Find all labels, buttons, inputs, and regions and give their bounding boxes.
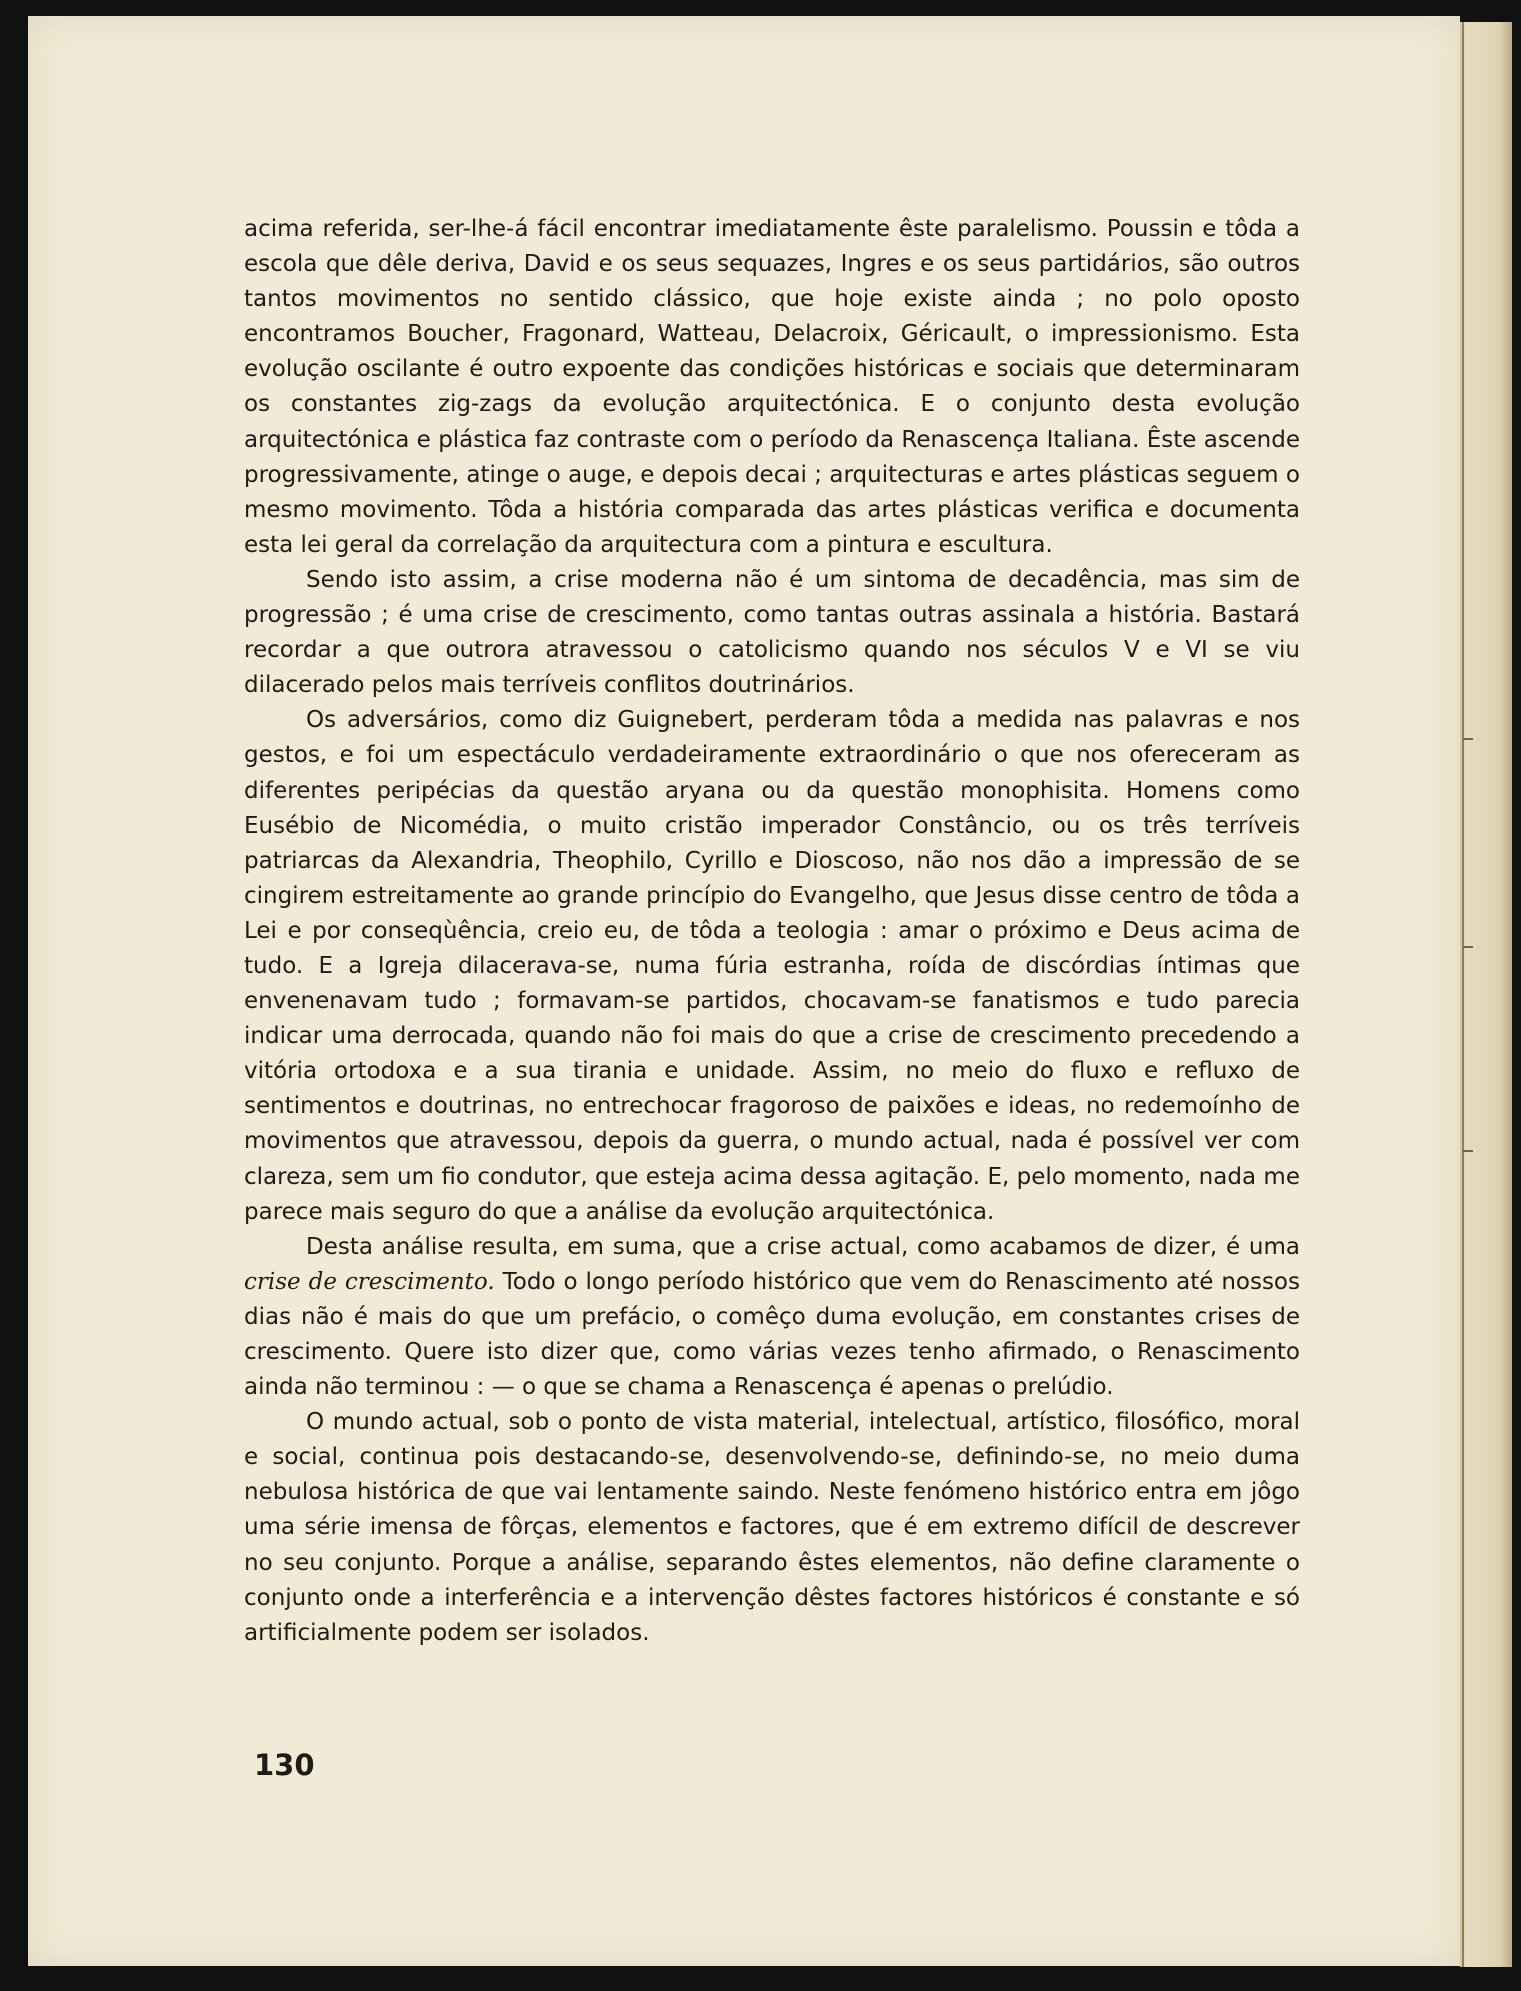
margin-mark [1463, 946, 1473, 948]
paragraph-text: Desta análise resulta, em suma, que a crise actual, como acabamos de dizer, é uma [306, 1233, 1300, 1260]
paragraph: O mundo actual, sob o ponto de vista material, intelectual, artístico, filosófico, moral e social, continua pois destacando-se, desenvolvendo-se, definindo-se, no meio duma nebulosa histórica de que vai lentamente saindo. Neste fenómeno histórico entra em jôgo uma série imensa de fôrças, elementos e factores, que é em extremo difícil de descrever no seu conjunto. Porque a análise, separando êstes elementos, não define claramente o conjunto onde a interferência e a intervenção dêstes factores históricos é constante e só artificialmente podem ser isolados. [244, 1409, 1300, 1646]
margin-mark [1463, 1150, 1473, 1152]
body-text [244, 212, 1300, 1651]
page-edge-line [1462, 22, 1464, 1967]
margin-mark [1463, 738, 1473, 740]
paragraph-text: Todo o longo período histórico que vem do Renascimento até nossos dias não é mais do que um prefácio, o comêço duma evolução, em constantes crises de crescimento. Quere isto dizer que, como várias vezes tenho afirmado, o Renascimento ainda não terminou : — o que se chama a Renascença é apenas o prelúdio. [244, 1268, 1300, 1401]
page-number: 130 [254, 1748, 315, 1782]
page-edge [1460, 22, 1512, 1967]
paragraph: Sendo isto assim, a crise moderna não é um sintoma de decadência, mas sim de progressão ; é uma crise de crescimento, como tantas outras assinala a história. Bastará recordar a que outrora atravessou o catolicismo quando nos séculos V e VI se viu dilacerado pelos mais terríveis conflitos doutrinários. [244, 566, 1300, 699]
paragraph [244, 1230, 1300, 1405]
paragraph: acima referida, ser-lhe-á fácil encontrar imediatamente êste paralelismo. Poussin e tôda a escola que dêle deriva, David e os seus sequazes, Ingres e os seus partidários, são outros tantos movimentos no sentido clássico, que hoje existe ainda ; no polo oposto encontramos Boucher, Fragonard, Watteau, Delacroix, Géricault, o impressionismo. Esta evolução oscilante é outro expoente das condições históricas e sociais que determinaram os constantes zig-zags da evolução arquitectónica. E o conjunto desta evolução arquitectónica e plástica faz contraste com o período da Renascença Italiana. Êste ascende progressivamente, atinge o auge, e depois decai ; arquitecturas e artes plásticas seguem o mesmo movimento. Tôda a história comparada das artes plásticas verifica e documenta esta lei geral da correlação da arquitectura com a pintura e escultura. [244, 216, 1300, 558]
paragraph: Os adversários, como diz Guignebert, perderam tôda a medida nas palavras e nos gestos, e foi um espectáculo verdadeiramente extraordinário o que nos ofereceram as diferentes peripécias da questão aryana ou da questão monophisita. Homens como Eusébio de Nicomédia, o muito cristão imperador Constâncio, ou os três terríveis patriarcas da Alexandria, Theophilo, Cyrillo e Dioscoso, não nos dão a impressão de se cingirem estreitamente ao grande princípio do Evangelho, que Jesus disse centro de tôda a Lei e por conseqùência, creio eu, de tôda a teologia : amar o próximo e Deus acima de tudo. E a Igreja dilacerava-se, numa fúria estranha, roída de discórdias íntimas que envenenavam tudo ; formavam-se partidos, chocavam-se fanatismos e tudo parecia indicar uma derrocada, quando não foi mais do que a crise de crescimento precedendo a vitória ortodoxa e a sua tirania e unidade. Assim, no meio do fluxo e refluxo de sentimentos e doutrinas, no entrechocar fragoroso de paixões e ideas, no redemoínho de movimentos que atravessou, depois da guerra, o mundo actual, nada é possível ver com clareza, sem um fio condutor, que esteja acima dessa agitação. E, pelo momento, nada me parece mais seguro do que a análise da evolução arquitectónica. [244, 707, 1300, 1225]
emphasis-text: crise de crescimento. [244, 1268, 495, 1295]
